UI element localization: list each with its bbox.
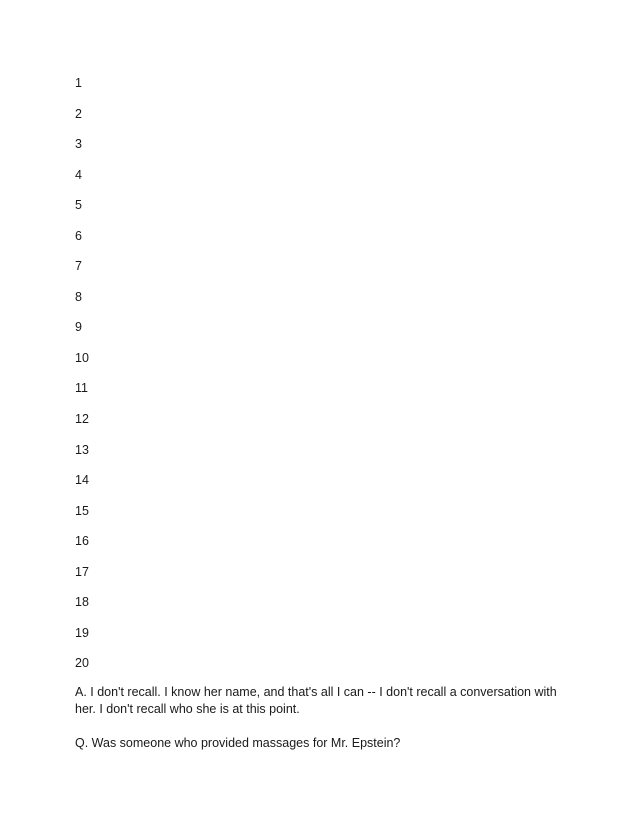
line-number: 5 — [75, 198, 82, 213]
line-number: 9 — [75, 320, 82, 335]
line-number: 11 — [75, 381, 88, 396]
line-number: 13 — [75, 442, 89, 457]
line-number: 15 — [75, 503, 89, 518]
line-number: 18 — [75, 595, 89, 610]
line-number: 14 — [75, 473, 89, 488]
line-number: 12 — [75, 412, 89, 427]
line-number-column — [75, 73, 89, 684]
answer-paragraph: A. I don't recall. I know her name, and that's all I can -- I don't recall a conversation with her. I don't recall who she is at this point. — [75, 685, 557, 716]
line-number: 8 — [75, 289, 82, 304]
line-number: 20 — [75, 656, 89, 671]
line-number: 2 — [75, 106, 82, 121]
line-number: 1 — [75, 76, 82, 90]
line-number: 6 — [75, 228, 82, 243]
line-number: 10 — [75, 350, 89, 365]
line-number: 4 — [75, 167, 82, 182]
line-number: 7 — [75, 259, 82, 274]
line-number: 3 — [75, 137, 82, 152]
question-paragraph: Q. Was someone who provided massages for Mr. Epstein? — [75, 736, 401, 750]
line-number: 17 — [75, 564, 89, 579]
line-number: 16 — [75, 534, 89, 549]
line-number: 19 — [75, 625, 89, 640]
